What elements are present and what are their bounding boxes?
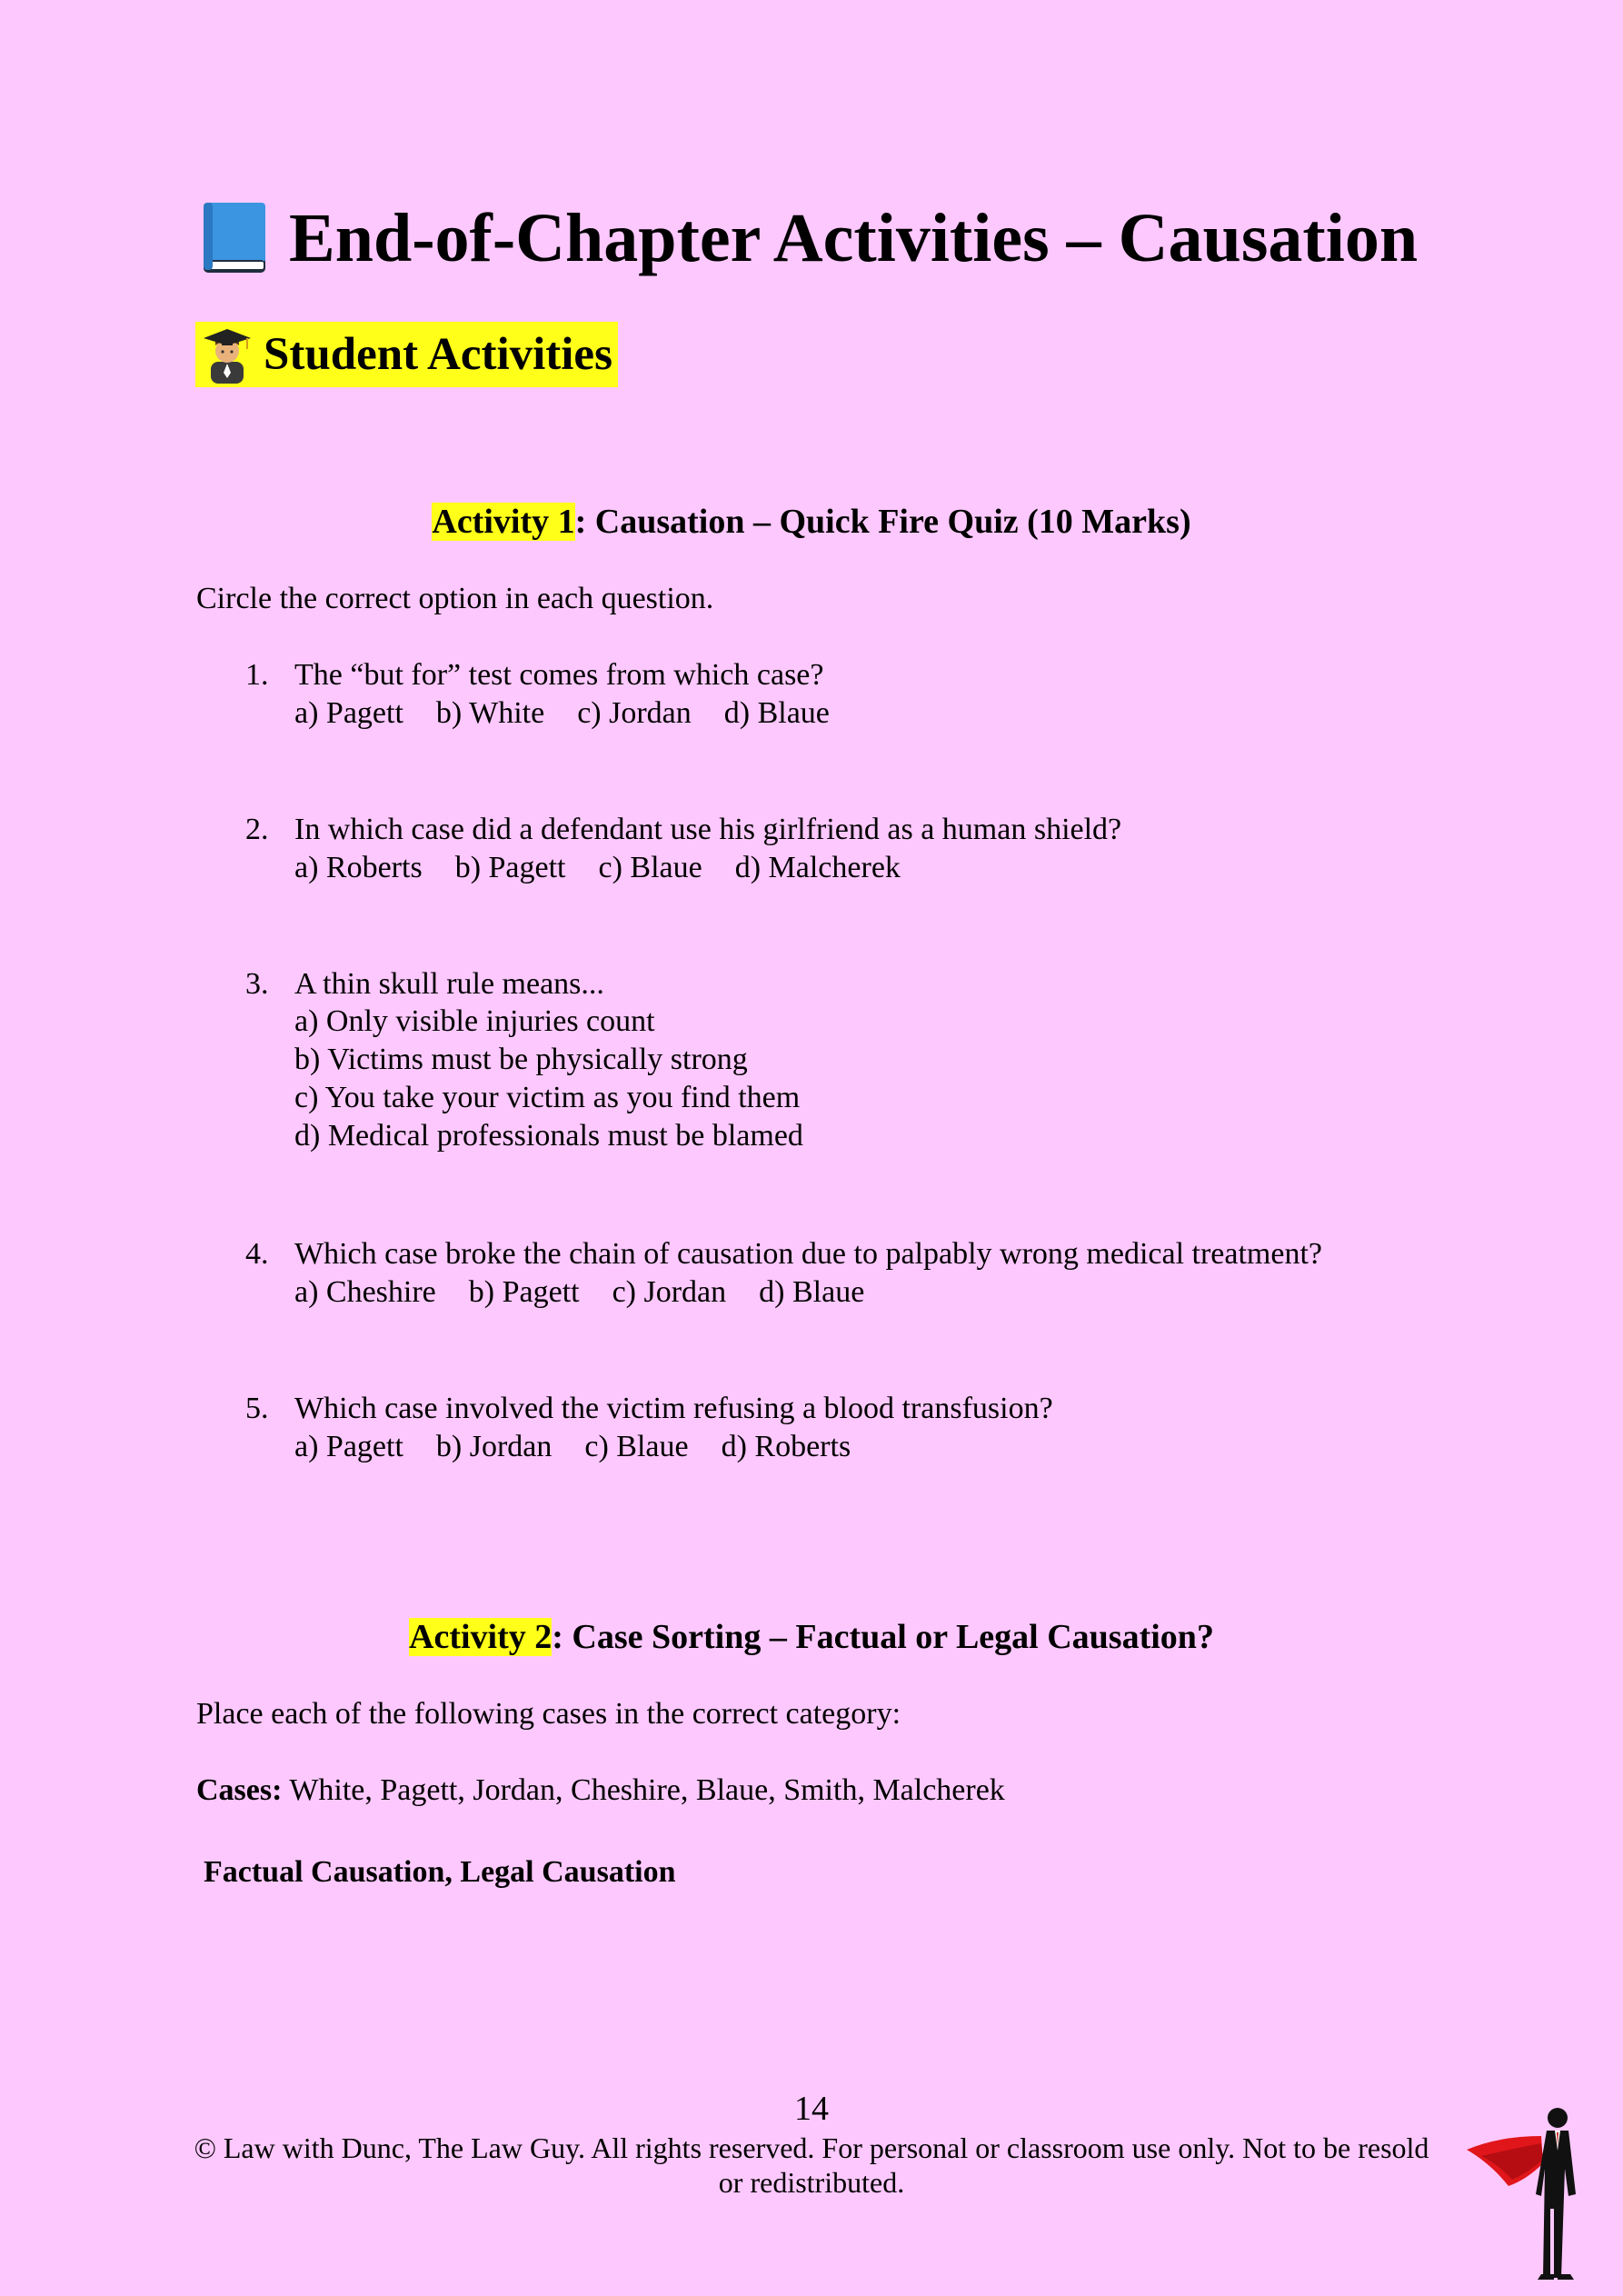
- question-number: 1.: [245, 658, 269, 692]
- section-title-text: Student Activities: [264, 329, 612, 380]
- copyright-notice: © Law with Dunc, The Law Guy. All rights reserved. For personal or classroom use only. Not to be resold or redistributed.: [194, 2131, 1429, 2199]
- activity-2-label: Activity 2: [409, 1618, 553, 1656]
- question-number: 2.: [245, 813, 269, 846]
- option-b[interactable]: b) Victims must be physically strong: [294, 1043, 748, 1076]
- category-headings: Factual Causation, Legal Causation: [204, 1855, 676, 1889]
- option-c[interactable]: c) You take your victim as you find them: [294, 1081, 801, 1114]
- activity-1-heading-text: : Causation – Quick Fire Quiz (10 Marks): [574, 503, 1191, 541]
- option-a[interactable]: a) Only visible injuries count: [294, 1004, 655, 1038]
- student-icon: [200, 325, 254, 384]
- question-text: A thin skull rule means...: [294, 967, 604, 1001]
- option-c[interactable]: c) Blaue: [598, 851, 702, 884]
- activity-1-label: Activity 1: [432, 503, 575, 541]
- activity-2-heading: [0, 1617, 1623, 1657]
- cases-line: [196, 1772, 1005, 1810]
- option-a[interactable]: a) Pagett: [294, 1430, 403, 1463]
- option-c[interactable]: c) Blaue: [584, 1430, 689, 1463]
- option-c[interactable]: c) Jordan: [577, 696, 692, 730]
- section-title: [195, 322, 618, 387]
- question-text: Which case involved the victim refusing a blood transfusion?: [294, 1392, 1053, 1425]
- question-text: Which case broke the chain of causation due to palpably wrong medical treatment?: [294, 1237, 1322, 1271]
- question-options: [294, 1274, 864, 1312]
- cases-label: Cases:: [196, 1773, 283, 1807]
- option-d[interactable]: d) Roberts: [721, 1430, 851, 1463]
- activity-2-instruction: Place each of the following cases in the correct category:: [196, 1697, 901, 1731]
- superhero-lawyer-icon: [1463, 2100, 1599, 2281]
- page-number: 14: [794, 2090, 829, 2128]
- option-d[interactable]: d) Blaue: [759, 1275, 865, 1309]
- question-number: 3.: [245, 967, 269, 1001]
- question-number: 4.: [245, 1237, 269, 1271]
- option-b[interactable]: b) Pagett: [454, 851, 566, 884]
- question-options: [294, 1003, 803, 1155]
- option-a[interactable]: a) Pagett: [294, 696, 403, 730]
- option-b[interactable]: b) Jordan: [435, 1430, 553, 1463]
- page-title: [198, 200, 1418, 276]
- book-icon: [198, 200, 271, 276]
- cases-list: White, Pagett, Jordan, Cheshire, Blaue, Smith, Malcherek: [282, 1773, 1005, 1807]
- activity-2-heading-text: : Case Sorting – Factual or Legal Causation?: [552, 1618, 1214, 1656]
- option-b[interactable]: b) White: [435, 696, 545, 730]
- question-options: [294, 850, 901, 887]
- question-number: 5.: [245, 1392, 269, 1425]
- option-a[interactable]: a) Cheshire: [294, 1275, 436, 1309]
- activity-1-instruction: Circle the correct option in each question.: [196, 582, 714, 615]
- question-options: [294, 695, 830, 733]
- activity-1-heading: [0, 502, 1623, 542]
- option-a[interactable]: a) Roberts: [294, 851, 423, 884]
- question-options: [294, 1429, 851, 1466]
- option-b[interactable]: b) Pagett: [468, 1275, 580, 1309]
- question-text: The “but for” test comes from which case?: [294, 658, 824, 692]
- option-d[interactable]: d) Medical professionals must be blamed: [294, 1119, 803, 1153]
- option-d[interactable]: d) Blaue: [723, 696, 830, 730]
- option-c[interactable]: c) Jordan: [612, 1275, 727, 1309]
- option-d[interactable]: d) Malcherek: [734, 851, 901, 884]
- question-text: In which case did a defendant use his girlfriend as a human shield?: [294, 813, 1122, 846]
- page-title-text: End-of-Chapter Activities – Causation: [289, 200, 1419, 276]
